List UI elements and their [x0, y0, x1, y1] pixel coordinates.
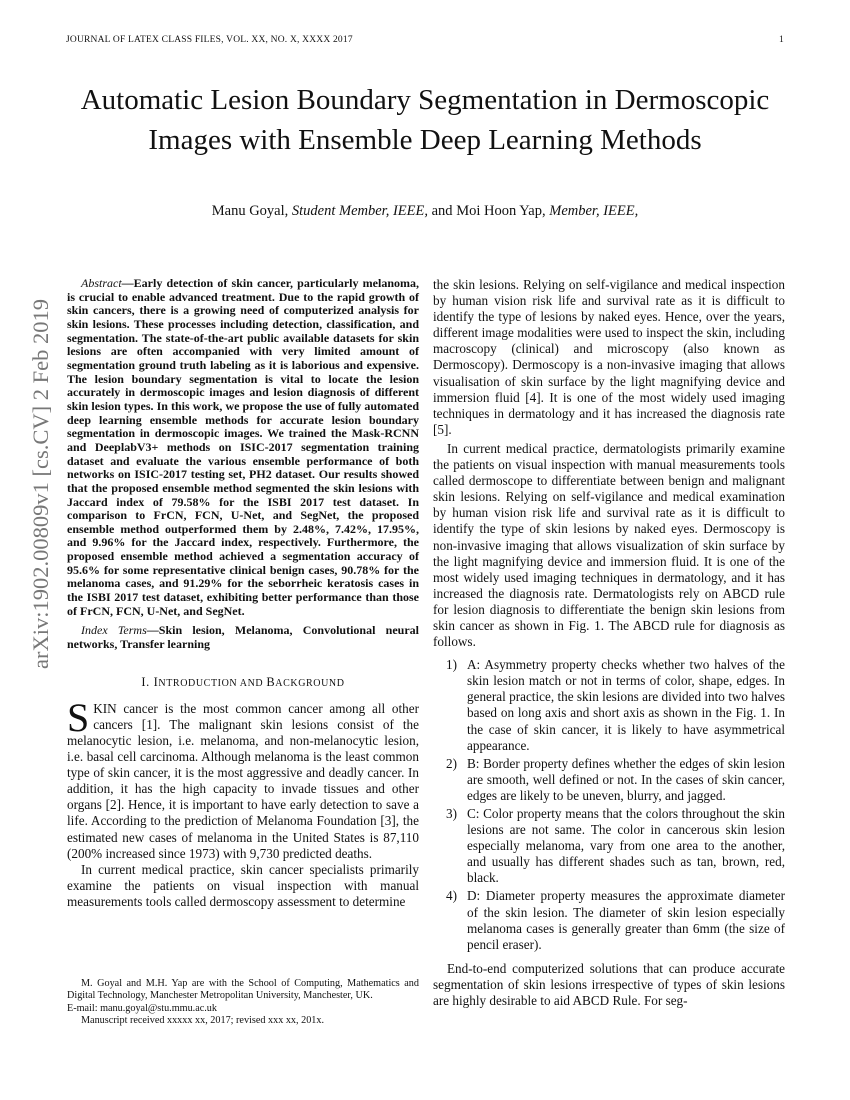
footnote-manuscript: Manuscript received xxxxx xx, 2017; revised xxx xx, 201x. — [81, 1015, 325, 1027]
abstract — [67, 277, 419, 618]
list-text: A: Asymmetry property checks whether two halves of the skin lesion match or not in terms of color, shape, edges. In general practice, the skin lesions are divided into two halves based on long axis and short axis as shown in the Fig. 1. In the case of skin cancer, it is likely to have asymmetrical appearance. — [467, 657, 785, 753]
drop-cap: S — [67, 694, 90, 740]
section-title-cap-2: B — [266, 674, 276, 689]
list-text: D: Diameter property measures the approximate diameter of the skin lesion. The diameter of skin lesion especially melanoma cases is generally greater than 6mm (the size of pencil eraser). — [467, 888, 785, 952]
author-name-1: Manu Goyal, — [211, 203, 289, 219]
right-paragraph-2: In current medical practice, dermatologists primarily examine the patients on visual inspection with manual measurements tools called dermoscope to differentiate between benign and malignant skin lesions. Relying on self-vigilance and medical examination by human vision risk life and survival rate as it is difficult to identify the type of skin lesions by naked eyes. Dermoscopy is non-invasive imaging that allows visualization of skin surface by the light magnifying device and immersion fluid. It is one of the most widely used imaging techniques in dermatology, and it has increased the diagnosis rate. Dermatologists rely on ABCD rule for lesion diagnosis to differentiate the benign skin lesions from skin cancer as shown in Fig. 1. The ABCD rule for diagnosis as follows. — [433, 440, 785, 650]
list-text: B: Border property defines whether the edges of skin lesion are smooth, well defined or not. In the cases of skin cancer, edges are likely to be uneven, blurry, and jagged. — [467, 755, 785, 803]
author-line — [80, 203, 770, 220]
list-text: C: Color property means that the colors throughout the skin lesions are not same. The color in cancerous skin lesion especially melanoma, vary from one area to the another, and usually has different shades such as tan, brown, red, black. — [467, 806, 785, 886]
journal-header: JOURNAL OF LATEX CLASS FILES, VOL. XX, NO. X, XXXX 2017 — [66, 35, 353, 45]
right-paragraph-1: the skin lesions. Relying on self-vigilance and medical inspection by human vision risk life and survival rate as it is difficult to identify the type of lesions by naked eyes. Hence, over the years, different image modalities were used to inspect the skin, including macroscopy (clinical) and microscopy (also known as Dermoscopy). Dermoscopy is a non-invasive imaging that allows visualisation of skin surface by the light magnifying device and immersion fluid [4]. It is one of the most widely used imaging techniques in dermatology and it has increased the diagnosis rate [5]. — [433, 277, 785, 437]
intro-paragraph-2: In current medical practice, skin cancer specialists primarily examine the patients on visual inspection with manual measurements tools called dermoscopy assessment to determine — [67, 861, 419, 909]
footnote — [67, 973, 419, 1028]
list-item — [433, 657, 785, 754]
author-role-2: Member, IEEE, — [549, 203, 639, 219]
abcd-list — [433, 657, 785, 953]
arxiv-stamp — [27, 300, 55, 668]
author-name-2: Moi Hoon Yap, — [456, 203, 546, 219]
author-role-1: Student Member, IEEE, — [291, 203, 428, 219]
left-column — [67, 277, 419, 910]
abstract-text: —Early detection of skin cancer, particularly melanoma, is crucial to enable advanced treatment. Due to the rapid growth of skin cancers, there is a growing need of computerized analysis for skin lesions. These processes including detection, classification, and segmentation. The state-of-the-art public available datasets for skin lesions are often accompanied with very limited amount of segmentation ground truth labeling as it is laborious and expensive. The lesion boundary segmentation is vital to locate the lesion accurately in dermoscopic images and lesion diagnosis of different skin lesion types. In this work, we propose the use of fully automated deep learning ensemble methods for accurate lesion boundary segmentation in dermoscopic images. We trained the Mask-RCNN and DeeplabV3+ methods on ISIC-2017 segmentation training dataset and evaluate the various ensemble performance of both networks on ISIC-2017 testing set, PH2 dataset. Our results showed that the proposed ensemble method segmented the skin lesions with Jaccard index of 79.58% for the ISBI 2017 test dataset. In comparison to FrCN, FCN, U-Net, and SegNet, the proposed ensemble method outperformed them by 2.48%, 7.42%, 17.95%, and 9.96% for the Jaccard index, respectively. Furthermore, the proposed ensemble method achieved a segmentation accuracy of 95.6% for some representative clinical benign cases, 90.78% for the melanoma cases, and 91.29% for the seborrheic keratosis cases in the ISBI 2017 test dataset, exhibiting better performance than those of FrCN, FCN, U-Net, and SegNet. — [67, 276, 419, 618]
list-number: 1) — [446, 657, 457, 673]
section-heading — [67, 674, 419, 692]
section-title-cap-1: I — [153, 674, 159, 689]
page-number: 1 — [779, 35, 784, 45]
right-paragraph-3: End-to-end computerized solutions that can produce accurate segmentation of skin lesions irrespective of types of skin lesions are highly desirable to aid ABCD Rule. For seg- — [433, 960, 785, 1009]
section-title-rest-2: ACKGROUND — [275, 677, 345, 689]
list-number: 3) — [446, 806, 457, 821]
section-numeral: I. — [141, 674, 154, 689]
index-terms-label: Index Terms — [81, 623, 147, 638]
footnote-email: E-mail: manu.goyal@stu.mmu.ac.uk — [67, 1002, 217, 1014]
list-item — [433, 806, 785, 886]
author-and: and — [431, 203, 453, 219]
list-item — [433, 756, 785, 804]
footnote-affiliation: M. Goyal and M.H. Yap are with the School of Computing, Mathematics and Digital Technology, Manchester Metropolitan University, Manchester, UK. — [67, 978, 419, 1002]
right-column — [433, 277, 785, 1009]
running-header — [66, 35, 784, 45]
abstract-label: Abstract — [81, 276, 122, 290]
paper-title: Automatic Lesion Boundary Segmentation in Dermoscopic Images with Ensemble Deep Learning Methods — [80, 84, 770, 156]
arxiv-id: arXiv:1902.00809v1 [cs.CV] 2 Feb 2019 — [28, 299, 53, 669]
section-title-rest-1: NTRODUCTION AND — [158, 677, 267, 689]
intro-text-1: KIN cancer is the most common cancer among all other cancers [1]. The malignant skin lesions consist of the melanocytic lesion, i.e. melanoma, and non-melanocytic lesion, i.e. basal cell carcinoma. Although melanoma is the least common type of skin cancer, it is the most aggressive and deadly cancer. In addition, it has the high capacity to invade tissues and other organs [2]. Hence, it is important to have early detection to save a life. According to the prediction of Melanoma Foundation [3], the estimated new cases of melanoma in the United States is 87,110 (200% increased since 1973) with 9,730 predicted deaths. — [67, 700, 419, 861]
index-terms-text: —Skin lesion, Melanoma, Convolutional neural networks, Transfer learning — [67, 623, 419, 652]
list-item — [433, 888, 785, 952]
intro-paragraph-1 — [67, 694, 419, 862]
index-terms — [67, 624, 419, 651]
list-number: 4) — [446, 888, 457, 904]
list-number: 2) — [446, 755, 457, 771]
